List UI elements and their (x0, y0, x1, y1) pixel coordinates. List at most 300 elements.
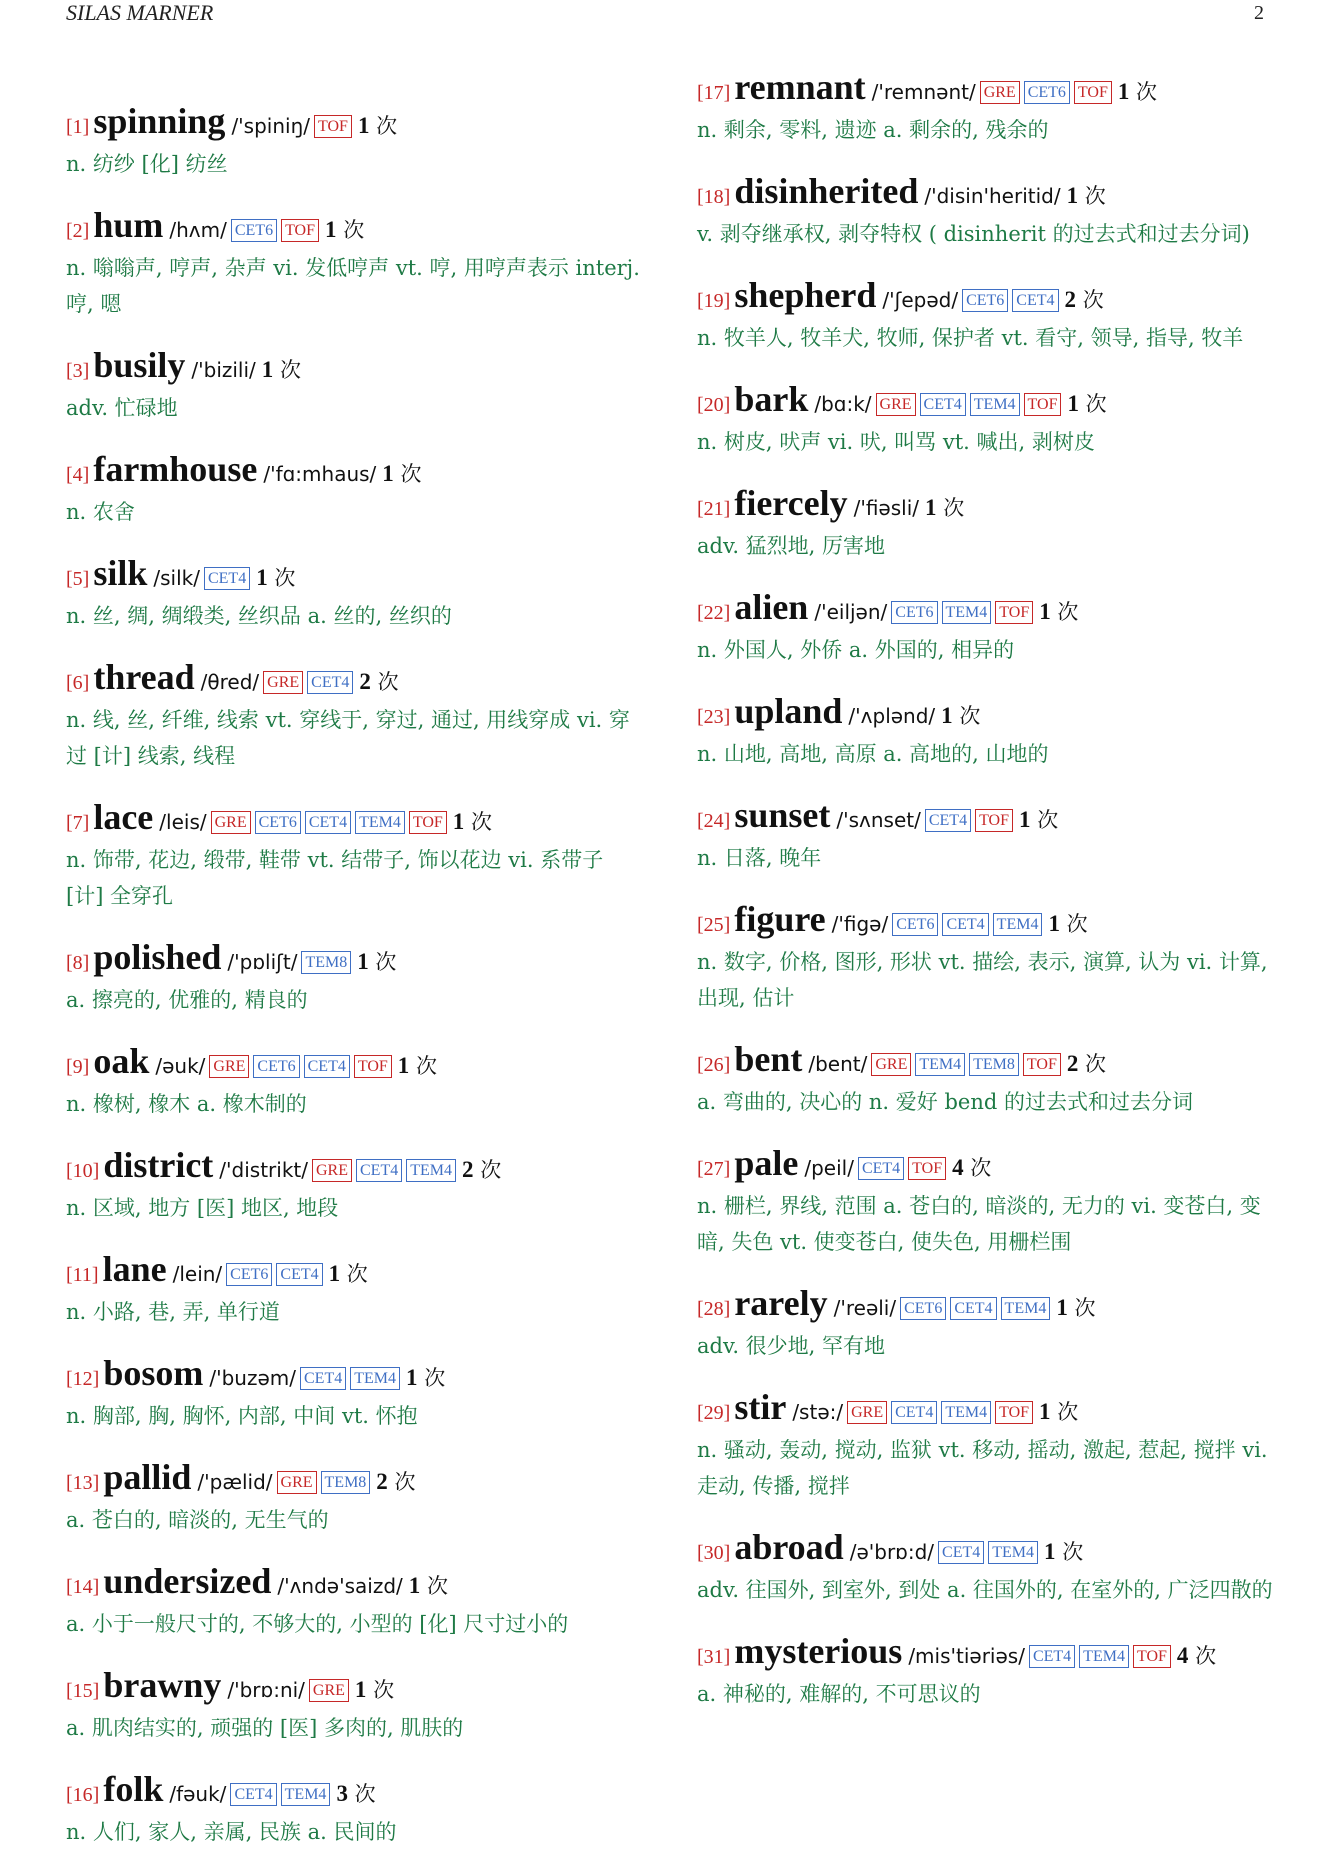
entry-index: [9] (66, 1056, 90, 1078)
count-number: 1 (1056, 1295, 1068, 1320)
phonetic: /'sʌnset/ (836, 808, 921, 832)
occurrence-count (376, 1463, 415, 1501)
entry-heading (697, 380, 1277, 424)
entry-index: [3] (66, 360, 90, 382)
entry-heading (66, 1562, 646, 1606)
headword: lane (102, 1249, 167, 1289)
count-number: 1 (325, 217, 337, 242)
page-header (66, 0, 1264, 30)
definition: n. 数字, 价格, 图形, 形状 vt. 描绘, 表示, 演算, 认为 vi. 计算, 出现, 估计 (697, 950, 1268, 1010)
vocab-entry (697, 1284, 1277, 1364)
count-suffix: 次 (1057, 600, 1079, 624)
headword: thread (93, 657, 195, 697)
count-number: 1 (256, 565, 268, 590)
headword: bosom (103, 1353, 204, 1393)
occurrence-count (336, 1775, 375, 1813)
entry-index: [25] (697, 914, 731, 936)
count-number: 1 (328, 1261, 341, 1286)
entry-heading (697, 484, 1277, 528)
count-suffix: 次 (426, 1574, 448, 1598)
entry-index: [21] (697, 498, 731, 520)
vocab-entry (697, 1388, 1277, 1504)
entry-index: [17] (697, 82, 731, 104)
exam-tag-badge: CET4 (300, 1367, 346, 1390)
phonetic: /'ʌndə'saizd/ (277, 1574, 403, 1598)
entry-index: [1] (66, 116, 90, 138)
occurrence-count (406, 1359, 445, 1397)
vocab-entry (697, 172, 1277, 252)
occurrence-count (1118, 73, 1157, 111)
entry-heading (697, 1388, 1277, 1432)
definition: a. 小于一般尺寸的, 不够大的, 小型的 [化] 尺寸过小的 (66, 1612, 569, 1636)
occurrence-count (398, 1047, 437, 1085)
exam-tag-badge: CET4 (230, 1783, 276, 1806)
headword: pale (734, 1143, 799, 1183)
occurrence-count (1039, 593, 1078, 631)
definition: a. 肌肉结实的, 顽强的 [医] 多肉的, 肌肤的 (66, 1716, 464, 1740)
vocab-entry (66, 554, 646, 634)
count-number: 1 (1117, 79, 1130, 104)
exam-tag-badge: CET6 (255, 811, 301, 834)
headword: abroad (734, 1527, 844, 1567)
headword: district (103, 1145, 214, 1185)
phonetic: /fəuk/ (169, 1782, 227, 1806)
occurrence-count (1067, 385, 1106, 423)
exam-tag-badge: CET4 (305, 811, 351, 834)
definition: n. 丝, 绸, 绸缎类, 丝织品 a. 丝的, 丝织的 (66, 604, 452, 628)
headword: busily (93, 345, 186, 385)
definition: n. 人们, 家人, 亲属, 民族 a. 民间的 (66, 1820, 397, 1844)
phonetic: /θred/ (200, 670, 260, 694)
exam-tag-badge: TOF (995, 1401, 1033, 1424)
entry-heading (697, 276, 1277, 320)
exam-tag-badge: CET4 (356, 1159, 402, 1182)
definition: n. 树皮, 吠声 vi. 吠, 叫骂 vt. 喊出, 剥树皮 (697, 430, 1095, 454)
headword: disinherited (734, 171, 919, 211)
count-number: 1 (1044, 1539, 1056, 1564)
phonetic: /'remnənt/ (871, 80, 976, 104)
entry-index: [26] (697, 1054, 731, 1076)
entry-index: [19] (697, 290, 731, 312)
count-number: 1 (357, 949, 369, 974)
exam-tag-badge: GRE (309, 1679, 349, 1702)
vocab-entry (697, 588, 1277, 668)
entry-index: [24] (697, 810, 731, 832)
exam-tag-badge: CET4 (942, 913, 988, 936)
entry-index: [12] (66, 1368, 100, 1390)
occurrence-count (262, 351, 301, 389)
definition: n. 骚动, 轰动, 搅动, 监狱 vt. 移动, 摇动, 激起, 惹起, 搅拌 vi. 走动, 传播, 搅拌 (697, 1438, 1268, 1498)
exam-tag-badge: TEM4 (941, 1401, 991, 1424)
exam-tag-badge: GRE (277, 1471, 317, 1494)
vocab-entry (66, 102, 646, 182)
exam-tag-badge: CET4 (1029, 1645, 1075, 1668)
phonetic: /silk/ (153, 566, 200, 590)
count-number: 1 (925, 495, 937, 520)
definition: n. 农舍 (66, 500, 135, 524)
entry-heading (697, 900, 1277, 944)
entry-heading (697, 68, 1277, 112)
occurrence-count (358, 107, 397, 145)
occurrence-count (256, 559, 295, 597)
occurrence-count (1056, 1289, 1095, 1327)
headword: spinning (93, 101, 226, 141)
count-number: 2 (1066, 1051, 1079, 1076)
entry-heading (697, 1284, 1277, 1328)
vocab-entry (66, 1354, 646, 1434)
definition: n. 纺纱 [化] 纺丝 (66, 152, 228, 176)
count-number: 1 (1048, 911, 1060, 936)
entry-index: [30] (697, 1542, 731, 1564)
count-number: 1 (1067, 391, 1079, 416)
phonetic: /'fɑ:mhaus/ (263, 462, 377, 486)
phonetic: /ə'brɒ:d/ (849, 1540, 935, 1564)
definition: adv. 忙碌地 (66, 396, 178, 420)
definition: a. 擦亮的, 优雅的, 精良的 (66, 988, 308, 1012)
entry-index: [13] (66, 1472, 100, 1494)
headword: polished (93, 937, 222, 977)
phonetic: /leis/ (159, 810, 207, 834)
count-number: 1 (452, 809, 465, 834)
phonetic: /stə:/ (792, 1400, 844, 1424)
vocab-entry (66, 450, 646, 530)
exam-tag-badge: TOF (1024, 393, 1062, 416)
count-suffix: 次 (1066, 912, 1088, 936)
count-suffix: 次 (1074, 1296, 1096, 1320)
vocab-entry (697, 796, 1277, 876)
exam-tag-badge: CET6 (231, 219, 277, 242)
right-column (697, 68, 1277, 1736)
exam-tag-badge: TEM4 (355, 811, 405, 834)
definition: a. 神秘的, 难解的, 不可思议的 (697, 1682, 981, 1706)
phonetic: /'reəli/ (833, 1296, 897, 1320)
exam-tag-badge: TOF (1133, 1645, 1171, 1668)
page-number: 2 (1254, 2, 1264, 24)
count-number: 1 (1039, 599, 1051, 624)
count-number: 2 (359, 669, 371, 694)
entry-index: [5] (66, 568, 90, 590)
exam-tag-badge: TOF (314, 115, 352, 138)
phonetic: /mis'tiəriəs/ (908, 1644, 1025, 1668)
count-suffix: 次 (1195, 1644, 1217, 1668)
definition: a. 弯曲的, 决心的 n. 爱好 bend 的过去式和过去分词 (697, 1090, 1193, 1114)
entry-heading (697, 1632, 1277, 1676)
entry-index: [15] (66, 1680, 100, 1702)
vocab-entry (66, 798, 646, 914)
exam-tag-badge: TEM4 (942, 601, 992, 624)
headword: folk (103, 1769, 164, 1809)
exam-tag-badge: CET6 (226, 1263, 272, 1286)
count-number: 1 (408, 1573, 421, 1598)
headword: shepherd (734, 275, 877, 315)
count-suffix: 次 (959, 704, 981, 728)
vocab-entry (66, 1666, 646, 1746)
exam-tag-badge: GRE (980, 81, 1020, 104)
headword: sunset (734, 795, 831, 835)
headword: pallid (103, 1457, 192, 1497)
headword: bent (734, 1039, 803, 1079)
exam-tag-badge: CET6 (1024, 81, 1070, 104)
count-number: 1 (1039, 1399, 1051, 1424)
vocab-entry (66, 206, 646, 322)
exam-tag-badge: TOF (409, 811, 447, 834)
count-suffix: 次 (346, 1262, 368, 1286)
exam-tag-badge: TEM8 (321, 1471, 371, 1494)
phonetic: /'pɒliʃt/ (227, 950, 298, 974)
entry-heading (697, 1528, 1277, 1572)
count-number: 2 (376, 1469, 388, 1494)
count-suffix: 次 (373, 1678, 395, 1702)
phonetic: /bɑ:k/ (814, 392, 872, 416)
exam-tag-badge: GRE (876, 393, 916, 416)
exam-tag-badge: GRE (312, 1159, 352, 1182)
count-number: 1 (406, 1365, 418, 1390)
phonetic: /'distrikt/ (219, 1158, 308, 1182)
count-number: 1 (397, 1053, 410, 1078)
occurrence-count (1044, 1533, 1083, 1571)
definition: n. 胸部, 胸, 胸怀, 内部, 中间 vt. 怀抱 (66, 1404, 418, 1428)
phonetic: /peil/ (804, 1156, 854, 1180)
count-suffix: 次 (1136, 80, 1158, 104)
phonetic: /'brɒ:ni/ (227, 1678, 305, 1702)
entry-heading (697, 1040, 1277, 1084)
exam-tag-badge: TOF (354, 1055, 392, 1078)
headword: mysterious (734, 1631, 903, 1671)
entry-index: [7] (66, 812, 90, 834)
exam-tag-badge: TOF (975, 809, 1013, 832)
count-suffix: 次 (1085, 392, 1107, 416)
entry-heading (66, 206, 646, 250)
entry-index: [23] (697, 706, 731, 728)
phonetic: /'spiniŋ/ (231, 114, 310, 138)
exam-tag-badge: TEM8 (301, 951, 351, 974)
definition: n. 外国人, 外侨 a. 外国的, 相异的 (697, 638, 1015, 662)
exam-tag-badge: CET4 (307, 671, 353, 694)
headword: fiercely (734, 483, 848, 523)
phonetic: /bent/ (808, 1052, 868, 1076)
exam-tag-badge: TOF (995, 601, 1033, 624)
count-suffix: 次 (470, 810, 492, 834)
phonetic: /'ʃepəd/ (882, 288, 959, 312)
count-suffix: 次 (1084, 184, 1106, 208)
vocab-entry (697, 276, 1277, 356)
occurrence-count (1048, 905, 1087, 943)
exam-tag-badge: GRE (211, 811, 251, 834)
count-number: 3 (336, 1781, 348, 1806)
entry-index: [8] (66, 952, 90, 974)
definition: a. 苍白的, 暗淡的, 无生气的 (66, 1508, 329, 1532)
headword: silk (93, 553, 148, 593)
occurrence-count (355, 1671, 394, 1709)
count-number: 4 (1176, 1643, 1189, 1668)
exam-tag-badge: GRE (263, 671, 303, 694)
definition: n. 栅栏, 界线, 范围 a. 苍白的, 暗淡的, 无力的 vi. 变苍白, 变暗, 失色 vt. 使变苍白, 使失色, 用栅栏围 (697, 1194, 1261, 1254)
headword: hum (93, 205, 164, 245)
entry-index: [14] (66, 1576, 100, 1598)
occurrence-count (325, 211, 364, 249)
occurrence-count (453, 803, 492, 841)
vocab-entry (66, 1458, 646, 1538)
entry-heading (66, 658, 646, 702)
entry-heading (66, 1666, 646, 1710)
vocab-entry (697, 1144, 1277, 1260)
exam-tag-badge: CET4 (938, 1541, 984, 1564)
entry-index: [11] (66, 1264, 99, 1286)
count-suffix: 次 (400, 462, 422, 486)
headword: stir (734, 1387, 787, 1427)
count-suffix: 次 (343, 218, 365, 242)
phonetic: /'bizili/ (191, 358, 256, 382)
count-number: 2 (462, 1157, 474, 1182)
vocab-entry (66, 1146, 646, 1226)
entry-heading (66, 346, 646, 390)
vocab-entry (697, 484, 1277, 564)
book-title: SILAS MARNER (66, 0, 214, 25)
count-number: 1 (357, 113, 370, 138)
exam-tag-badge: TEM4 (988, 1541, 1038, 1564)
occurrence-count (1039, 1393, 1078, 1431)
occurrence-count (1177, 1637, 1216, 1675)
entry-heading (66, 938, 646, 982)
phonetic: /'ʌplənd/ (848, 704, 936, 728)
headword: figure (734, 899, 826, 939)
count-suffix: 次 (375, 950, 397, 974)
entry-heading (66, 1250, 646, 1294)
exam-tag-badge: CET6 (892, 913, 938, 936)
exam-tag-badge: CET4 (891, 1401, 937, 1424)
definition: n. 剩余, 零料, 遗迹 a. 剩余的, 残余的 (697, 118, 1049, 142)
vocab-entry (697, 692, 1277, 772)
vocab-entry (66, 1250, 646, 1330)
count-suffix: 次 (1082, 288, 1104, 312)
vocab-entry (66, 658, 646, 774)
exam-tag-badge: TOF (281, 219, 319, 242)
count-suffix: 次 (377, 670, 399, 694)
entry-heading (697, 1144, 1277, 1188)
count-suffix: 次 (1062, 1540, 1084, 1564)
definition: adv. 很少地, 罕有地 (697, 1334, 886, 1358)
vocab-entry (697, 900, 1277, 1016)
entry-index: [22] (697, 602, 731, 624)
phonetic: /lein/ (172, 1262, 223, 1286)
vocab-entry (66, 1562, 646, 1642)
count-number: 1 (354, 1677, 367, 1702)
left-column (66, 102, 646, 1874)
entry-heading (697, 172, 1277, 216)
exam-tag-badge: GRE (209, 1055, 249, 1078)
phonetic: /'eiljən/ (814, 600, 888, 624)
count-number: 4 (952, 1155, 964, 1180)
exam-tag-badge: CET6 (962, 289, 1008, 312)
definition: v. 剥夺继承权, 剥夺特权 ( disinherit 的过去式和过去分词) (697, 222, 1250, 246)
entry-heading (697, 588, 1277, 632)
count-suffix: 次 (415, 1054, 437, 1078)
headword: upland (734, 691, 843, 731)
occurrence-count (462, 1151, 501, 1189)
exam-tag-badge: TEM4 (281, 1783, 331, 1806)
definition: adv. 猛烈地, 厉害地 (697, 534, 886, 558)
count-number: 2 (1064, 287, 1076, 312)
occurrence-count (1067, 1045, 1106, 1083)
exam-tag-badge: TEM4 (993, 913, 1043, 936)
exam-tag-badge: TEM4 (350, 1367, 400, 1390)
phonetic: /hʌm/ (169, 218, 227, 242)
count-suffix: 次 (970, 1156, 992, 1180)
entry-heading (66, 1458, 646, 1502)
headword: lace (93, 797, 154, 837)
exam-tag-badge: TEM4 (1079, 1645, 1129, 1668)
count-suffix: 次 (424, 1366, 446, 1390)
phonetic: /'fiəsli/ (853, 496, 920, 520)
count-number: 1 (382, 461, 394, 486)
count-suffix: 次 (376, 114, 398, 138)
phonetic: /'disin'heritid/ (924, 184, 1061, 208)
count-number: 1 (1019, 807, 1031, 832)
exam-tag-badge: TOF (1023, 1053, 1061, 1076)
vocab-entry (697, 1040, 1277, 1120)
vocab-entry (697, 380, 1277, 460)
entry-heading (697, 692, 1277, 736)
exam-tag-badge: TEM4 (915, 1053, 965, 1076)
definition: n. 小路, 巷, 弄, 单行道 (66, 1300, 280, 1324)
occurrence-count (925, 489, 964, 527)
headword: farmhouse (93, 449, 258, 489)
entry-index: [28] (697, 1298, 731, 1320)
exam-tag-badge: TOF (1074, 81, 1112, 104)
headword: brawny (103, 1665, 222, 1705)
vocab-entry (697, 68, 1277, 148)
definition: n. 山地, 高地, 高原 a. 高地的, 山地的 (697, 742, 1049, 766)
entry-heading (66, 1146, 646, 1190)
exam-tag-badge: CET4 (858, 1157, 904, 1180)
occurrence-count (941, 697, 980, 735)
entry-index: [4] (66, 464, 90, 486)
exam-tag-badge: TEM4 (970, 393, 1020, 416)
exam-tag-badge: TOF (908, 1157, 946, 1180)
occurrence-count (409, 1567, 448, 1605)
entry-heading (66, 554, 646, 598)
occurrence-count (357, 943, 396, 981)
exam-tag-badge: CET4 (304, 1055, 350, 1078)
entry-heading (66, 798, 646, 842)
occurrence-count (952, 1149, 991, 1187)
exam-tag-badge: CET4 (925, 809, 971, 832)
count-suffix: 次 (394, 1470, 416, 1494)
exam-tag-badge: CET6 (891, 601, 937, 624)
occurrence-count (1019, 801, 1058, 839)
occurrence-count (359, 663, 398, 701)
phonetic: /əuk/ (155, 1054, 206, 1078)
occurrence-count (1065, 281, 1104, 319)
exam-tag-badge: CET6 (900, 1297, 946, 1320)
exam-tag-badge: CET4 (920, 393, 966, 416)
exam-tag-badge: TEM4 (1001, 1297, 1051, 1320)
entry-index: [27] (697, 1158, 731, 1180)
phonetic: /'buzəm/ (209, 1366, 296, 1390)
entry-heading (66, 102, 646, 146)
entry-index: [31] (697, 1646, 731, 1668)
count-suffix: 次 (274, 566, 296, 590)
entry-heading (66, 1042, 646, 1086)
exam-tag-badge: CET6 (253, 1055, 299, 1078)
exam-tag-badge: TEM8 (969, 1053, 1019, 1076)
count-suffix: 次 (279, 358, 301, 382)
headword: undersized (103, 1561, 272, 1601)
occurrence-count (329, 1255, 368, 1293)
definition: n. 饰带, 花边, 缎带, 鞋带 vt. 结带子, 饰以花边 vi. 系带子 [计] 全穿孔 (66, 848, 604, 908)
count-suffix: 次 (1057, 1400, 1079, 1424)
exam-tag-badge: TEM4 (406, 1159, 456, 1182)
